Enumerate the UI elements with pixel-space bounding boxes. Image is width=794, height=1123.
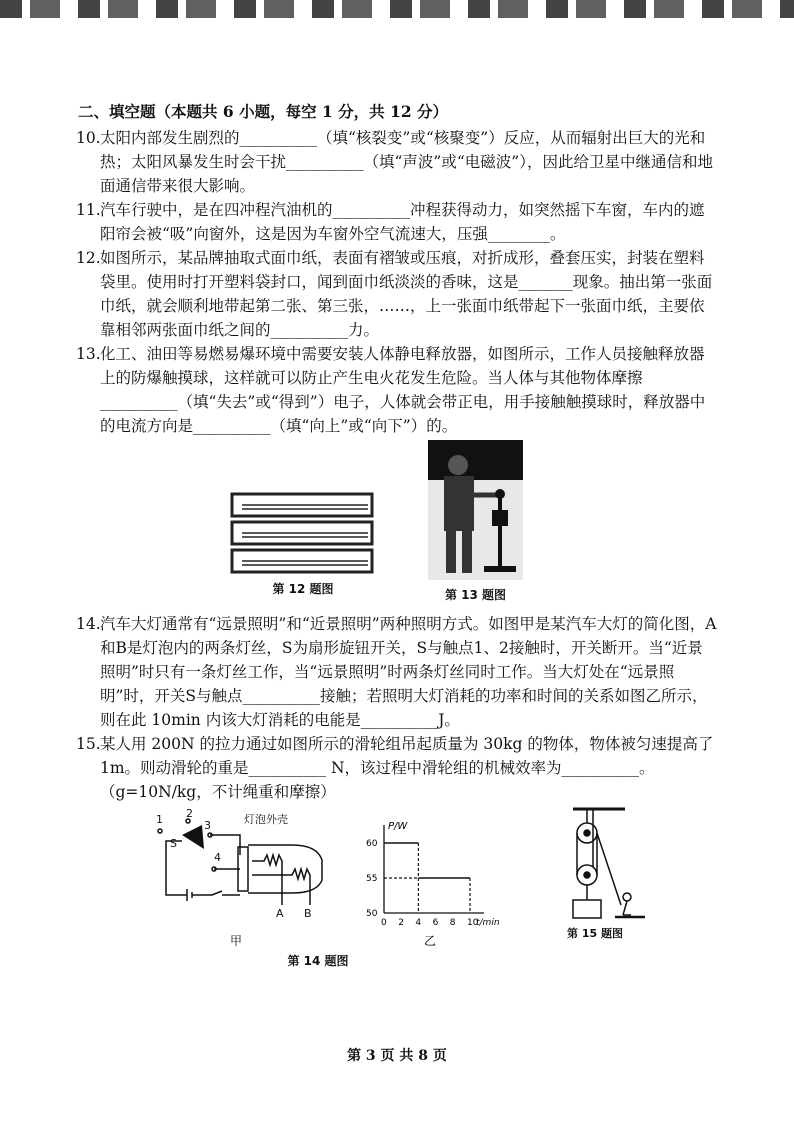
- question-number: 10.: [76, 129, 101, 147]
- page-footer: 第 3 页 共 8 页: [347, 1048, 447, 1064]
- section-title: 二、填空题（本题共 6 小题，每空 1 分，共 12 分）: [78, 102, 449, 121]
- x-tick-label: 2: [398, 918, 404, 928]
- x-tick-label: 8: [449, 918, 456, 928]
- x-axis-label: t/min: [476, 918, 500, 928]
- switch-s-label: S: [170, 837, 177, 850]
- worker-discharger-figure: [428, 440, 523, 580]
- fig12-caption: 第 12 题图: [272, 582, 334, 596]
- fig14-caption: 第 14 题图: [287, 954, 349, 968]
- y-tick-label: 60: [366, 839, 378, 849]
- fig13-caption: 第 13 题图: [444, 588, 507, 602]
- question-number: 13.: [76, 345, 101, 363]
- fig14-sub-left: 甲: [230, 934, 243, 948]
- question-text: 汽车大灯通常有“远景照明”和“近景照明”两种照明方式。如图甲是某汽车大灯的简化图，A和B是灯泡内的两条灯丝，S为扇形旋钮开关，S与触点1、2接触时，开关断开。当“近景照明”时只有一条灯丝工作，当“远景照明”时两条灯丝同时工作。当大灯处在“远景照明”时，开关S与触点__________接触；若照明大灯消耗的功率和时间的关系如图乙所示，则在此 10min 内该大灯消耗的电能是__________J。: [100, 615, 717, 729]
- bulb-shell-label: 灯泡外壳: [244, 813, 288, 826]
- contact-1-label: 1: [156, 813, 163, 826]
- question-number: 11.: [76, 201, 101, 219]
- question-text: 太阳内部发生剧烈的__________（填“核裂变”或“核聚变”）反应，从而辐射出巨大的光和热；太阳风暴发生时会干扰__________（填“声波”或“电磁波”），因此给卫星中继通信和地面通信带来很大影响。: [100, 129, 713, 195]
- question-14: [78, 612, 718, 732]
- filament-a-label: A: [276, 907, 284, 920]
- fig15-caption: 第 15 题图: [567, 927, 623, 940]
- pulley-system-figure: [565, 805, 655, 945]
- contact-4-label: 4: [214, 851, 221, 864]
- weight-block-icon: [573, 900, 601, 918]
- question-number: 12.: [76, 249, 101, 267]
- question-12: [78, 246, 718, 342]
- contact-3-label: 3: [204, 819, 211, 832]
- x-tick-label: 4: [415, 918, 422, 928]
- figures-12-13: [228, 440, 538, 610]
- fill-in-section-continued: [78, 612, 718, 804]
- x-tick-label: 6: [432, 918, 439, 928]
- question-text: 化工、油田等易燃易爆环境中需要安装人体静电释放器，如图所示，工作人员接触释放器上的防爆触摸球，这样就可以防止产生电火花发生危险。当人体与其他物体摩擦__________（填“失去”或“得到”）电子，人体就会带正电，用手接触触摸球时，释放器中的电流方向是__________（填“向上”或“向下”）的。: [100, 345, 706, 435]
- question-number: 15.: [76, 735, 101, 753]
- question-13: [78, 342, 718, 438]
- y-tick-label: 55: [366, 874, 378, 884]
- fill-in-section: [78, 100, 718, 438]
- power-time-chart: [360, 815, 500, 950]
- filament-b-label: B: [304, 907, 312, 920]
- rotary-switch-icon: [182, 825, 204, 849]
- question-text: 汽车行驶中，是在四冲程汽油机的__________冲程获得动力，如突然摇下车窗，车内的遮阳帘会被“吸”向窗外，这是因为车窗外空气流速大，压强________。: [100, 201, 705, 243]
- scan-top-edge: [0, 0, 794, 18]
- x-tick-label: 10: [467, 918, 479, 928]
- headlight-circuit-figure: [152, 805, 352, 950]
- y-tick-label: 50: [366, 909, 378, 919]
- question-number: 14.: [76, 615, 101, 633]
- contact-2-label: 2: [186, 807, 193, 820]
- question-15: [78, 732, 718, 804]
- question-10: [78, 126, 718, 198]
- question-text: 如图所示，某品牌抽取式面巾纸，表面有褶皱或压痕，对折成形，叠套压实，封装在塑料袋里。使用时打开塑料袋封口，闻到面巾纸淡淡的香味，这是_______现象。抽出第一张面巾纸，就会顺利地带起第二张、第三张，……，上一张面巾纸带起下一张面巾纸，主要依靠相邻两张面巾纸之间的__________力。: [100, 249, 713, 339]
- x-tick-label: 0: [381, 918, 387, 928]
- question-list: [78, 126, 718, 438]
- question-text: 某人用 200N 的拉力通过如图所示的滑轮组吊起质量为 30kg 的物体，物体被匀速提高了 1m。则动滑轮的重是__________ N，该过程中滑轮组的机械效率为__________。（g=10N/kg，不计绳重和摩擦）: [100, 735, 714, 801]
- question-11: [78, 198, 718, 246]
- fig14-sub-right: 乙: [424, 934, 437, 948]
- y-axis-label: P/W: [388, 821, 408, 832]
